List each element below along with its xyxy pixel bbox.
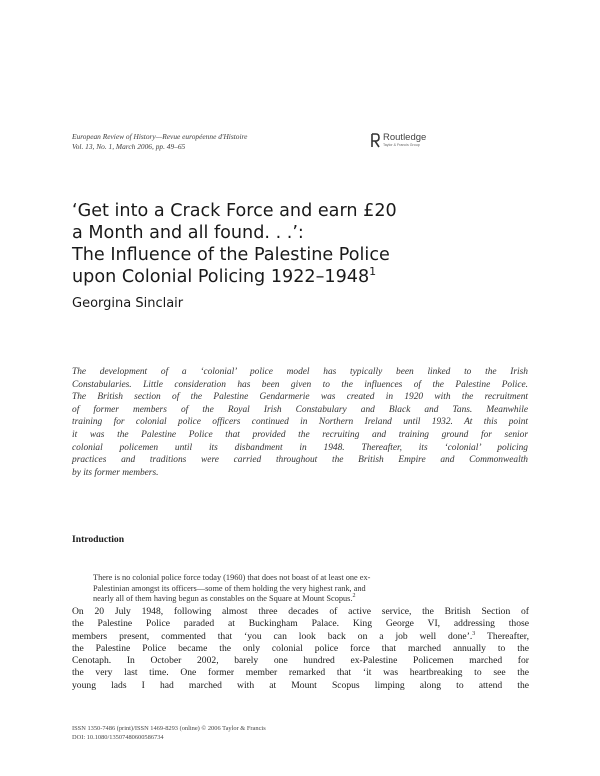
article-title	[72, 200, 472, 288]
epigraph-line: There is no colonial police force today (1960) that does not boast of at least one ex-	[93, 573, 371, 582]
abstract-line: colonial policemen until its disbandment in 1948. Thereafter, its ‘colonial’ policing	[72, 442, 528, 453]
epigraph-line: Palestinian amongst its officers—some of them holding the very highest rank, and	[93, 583, 366, 593]
abstract-line: of former members of the Royal Irish Constabulary and Black and Tans. Meanwhile	[72, 404, 528, 415]
abstract-line: practices and traditions were carried throughout the British Empire and Commonwealth	[72, 455, 528, 466]
abstract-line: it was the Palestine Police that provided the recruiting and training ground for senior	[72, 429, 528, 440]
title-line: ‘Get into a Crack Force and earn £20	[72, 201, 397, 221]
section-heading: Introduction	[72, 534, 125, 545]
routledge-logo-icon	[370, 133, 380, 148]
body-line: young lads I had marched with at Mount Scopus limping along to attend the	[72, 679, 529, 691]
journal-citation: Vol. 13, No. 1, March 2006, pp. 49–65	[72, 142, 186, 151]
publisher-logo	[370, 133, 440, 149]
author-name: Georgina Sinclair	[72, 296, 184, 311]
abstract-line: Constabularies. Little consideration has been given to the influences of the Palestine Police.	[72, 379, 528, 390]
journal-name: European Review of History—Revue européenne d'Histoire	[72, 132, 248, 141]
body-line: Cenotaph. In October 2002, barely one hundred ex-Palestine Policemen marched for	[72, 655, 529, 667]
body-paragraph	[72, 606, 529, 692]
title-footnote-marker[interactable]: 1	[369, 265, 377, 278]
abstract	[72, 366, 528, 479]
body-line: members present, commented that ‘you can look back on a job well done’.$^3$ Thereafter,	[72, 630, 529, 642]
abstract-line: The development of a ‘colonial’ police model has typically been linked to the Irish	[72, 367, 528, 377]
epigraph-line: nearly all of them having begun as constables on the Square at Mount Scopus.	[93, 594, 353, 604]
footnote-marker[interactable]: 2	[352, 593, 356, 600]
title-line: a Month and all found. . .’:	[72, 223, 304, 243]
body-line: On 20 July 1948, following almost three decades of active service, the British Section of	[72, 606, 529, 617]
abstract-line: The British section of the Palestine Gendarmerie was created in 1920 with the recruitment	[72, 392, 528, 403]
body-line: the very last time. One former member remarked that ‘it was heartbreaking to see the	[72, 667, 529, 679]
publisher-name: Routledge	[383, 132, 427, 143]
title-line: upon Colonial Policing 1922–1948	[72, 267, 370, 287]
abstract-line: by its former members.	[72, 467, 159, 478]
journal-header	[72, 132, 247, 152]
publisher-tagline: Taylor & Francis Group	[383, 143, 420, 147]
footnote-marker[interactable]: 3	[472, 630, 476, 637]
body-line: the Palestine Police became the only colonial police force that marched annually to the	[72, 642, 529, 654]
epigraph	[93, 573, 438, 605]
issn-line: ISSN 1350-7486 (print)/ISSN 1469-8293 (online) © 2006 Taylor & Francis	[72, 725, 266, 732]
body-line: the Palestine Police paraded at Buckingham Palace. King George VI, addressing those	[72, 618, 529, 630]
abstract-line: training for colonial police officers continued in Northern Ireland until 1932. At this point	[72, 417, 528, 428]
doi-line[interactable]: DOI: 10.1080/13507480600586734	[72, 733, 164, 741]
title-line: The Influence of the Palestine Police	[72, 245, 390, 265]
publication-footer	[72, 725, 266, 742]
